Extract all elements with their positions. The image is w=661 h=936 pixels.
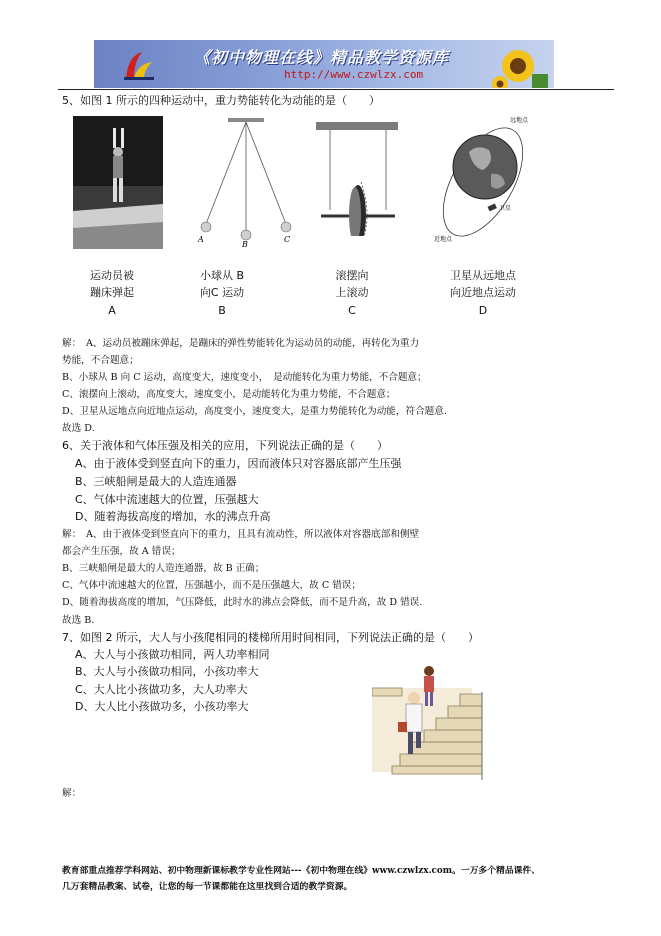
q5-option-b	[167, 267, 277, 301]
q7-option-b: B、大人与小孩做功相同，小孩功率大	[75, 665, 259, 678]
q6-solution-line3: B、三峡船闸是最大的人造连通器，故 B 正确；	[62, 563, 265, 574]
q5-solution-line4: C、滚摆向上滚动，高度变大，速度变小，是动能转化为重力势能，不合题意；	[62, 389, 396, 400]
q5-option-a-line1: 运动员被	[90, 269, 134, 282]
maxwell-wheel-diagram	[313, 118, 403, 236]
pendulum-label-a: A	[198, 235, 204, 244]
q5-option-a	[57, 267, 167, 301]
q5-solution-line1: 解： A、运动员被蹦床弹起，是蹦床的弹性势能转化为运动员的动能，再转化为重力	[62, 338, 420, 349]
page-footer	[62, 863, 622, 895]
header-banner	[94, 40, 554, 88]
q7-stem: 7、如图 2 所示，大人与小孩爬相同的楼梯所用时间相同，下列说法正确的是（ ）	[62, 631, 479, 644]
footer-line1: 教育部重点推荐学科网站、初中物理新课标教学专业性网站---《初中物理在线》www.czwlzx.com。一万多个精品课件、	[62, 866, 541, 876]
q7-option-d: D、大人比小孩做功多，小孩功率大	[75, 700, 249, 713]
q5-option-b-line1: 小球从 B	[199, 269, 245, 282]
q6-solution-line6: 故选 B.	[62, 615, 95, 626]
q5-option-d	[428, 267, 538, 301]
q6-option-b: B、三峡船闸是最大的人造连通器	[75, 475, 237, 488]
footer-line2: 几万套精品教案、试卷，让您的每一节课都能在这里找到合适的教学资源。	[62, 882, 353, 892]
q5-option-c-line2: 上滚动	[335, 286, 369, 299]
q6-solution-line2: 都会产生压强，故 A 错误；	[62, 546, 181, 557]
q5-option-d-line1: 卫星从远地点	[450, 269, 516, 282]
q6-option-c: C、气体中流速越大的位置，压强越大	[75, 493, 259, 506]
staircase-illustration	[372, 662, 490, 782]
trampoline-photo	[73, 116, 163, 249]
q5-option-c-line1: 滚摆向	[335, 269, 369, 282]
q5-option-a-line2: 蹦床弹起	[90, 286, 134, 299]
satellite-label: 卫星	[499, 205, 512, 212]
q5-letter-c: C	[348, 304, 356, 317]
pendulum-diagram	[193, 114, 303, 248]
sunflower-icon	[488, 44, 548, 88]
q7-option-a: A、大人与小孩做功相同，两人功率相同	[75, 648, 270, 661]
q6-solution-line5: D、随着海拔高度的增加，气压降低，此时水的沸点会降低，而不是升高，故 D 错误.	[62, 597, 423, 608]
q5-letter-a: A	[108, 304, 116, 317]
satellite-orbit-diagram	[433, 112, 533, 242]
q6-stem: 6、关于液体和气体压强及相关的应用，下列说法正确的是（ ）	[62, 439, 388, 452]
site-logo-icon	[122, 48, 156, 82]
q5-letter-b: B	[218, 304, 226, 317]
q7-option-c: C、大人比小孩做功多，大人功率大	[75, 683, 248, 696]
q5-solution-line3: B、小球从 B 向 C 运动，高度变大，速度变小， 是动能转化为重力势能，不合题意；	[62, 372, 427, 383]
q5-option-c	[297, 267, 407, 301]
q6-option-a: A、由于液体受到竖直向下的重力，因而液体只对容器底部产生压强	[75, 457, 402, 470]
q5-option-d-line2: 向近地点运动	[450, 286, 516, 299]
q6-solution-line4: C、气体中流速越大的位置，压强越小，而不是压强越大，故 C 错误；	[62, 580, 361, 591]
far-point-label: 远地点	[510, 117, 529, 124]
q5-solution-line5: D、卫星从远地点向近地点运动，高度变小，速度变大，是重力势能转化为动能，符合题意.	[62, 406, 447, 417]
pendulum-label-b: B	[242, 240, 248, 248]
q6-option-d: D、随着海拔高度的增加，水的沸点升高	[75, 510, 271, 523]
q7-solution-label: 解：	[62, 788, 82, 799]
near-point-label: 近地点	[434, 236, 453, 242]
banner-title: 《初中物理在线》精品教学资源库	[194, 48, 450, 67]
q5-stem: 5、如图 1 所示的四种运动中，重力势能转化为动能的是（ ）	[62, 94, 380, 107]
q5-solution-line2: 势能，不合题意；	[62, 355, 139, 366]
banner-url[interactable]: http://www.czwlzx.com	[284, 68, 424, 81]
pendulum-label-c: C	[284, 235, 291, 244]
q5-solution-line6: 故选 D.	[62, 423, 95, 434]
q5-option-b-line2: 向C 运动	[199, 286, 245, 299]
header-divider	[58, 89, 614, 90]
q5-letter-d: D	[478, 304, 488, 317]
q6-solution-line1: 解： A、由于液体受到竖直向下的重力，且具有流动性，所以液体对容器底部和侧壁	[62, 529, 420, 540]
